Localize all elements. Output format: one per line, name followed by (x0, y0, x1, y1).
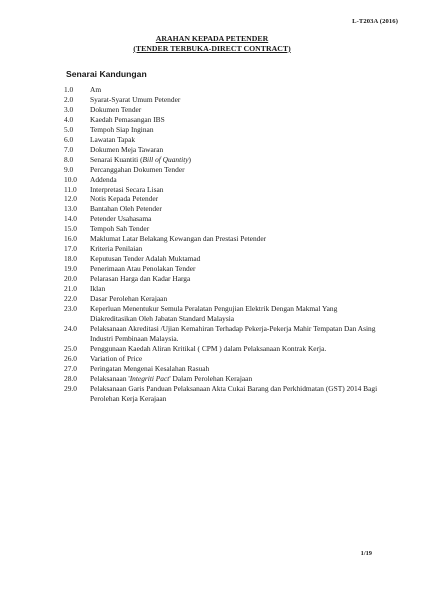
toc-item-text: Dokumen Meja Tawaran (90, 144, 164, 154)
toc-item-text: Interpretasi Secara Lisan (90, 184, 164, 194)
toc-item (64, 185, 384, 195)
document-reference-code: L-T203A (2016) (352, 18, 398, 25)
toc-item (64, 294, 384, 304)
toc-item-text: Keputusan Tender Adalah Muktamad (90, 254, 201, 264)
toc-item-text: Am (90, 85, 102, 94)
toc-item-text: Iklan (90, 284, 106, 294)
toc-item (64, 384, 384, 404)
toc-item-text: Bantahan Oleh Petender (90, 204, 162, 214)
toc-item-number: 11.0 (64, 184, 77, 194)
toc-item (64, 354, 384, 364)
toc-item-text: Senarai Kuantiti (Bill of Quantity) (90, 154, 191, 164)
toc-heading: Senarai Kandungan (66, 69, 147, 79)
toc-item-text: Addenda (90, 174, 117, 184)
toc-item-text: Pelaksanaan 'Integriti Pact' Dalam Perolehan Kerajaan (90, 373, 253, 383)
toc-item-text: Dokumen Tender (90, 104, 142, 114)
toc-item (64, 214, 384, 224)
toc-item (64, 95, 384, 105)
toc-item-text: Petender Usahasama (90, 214, 152, 224)
toc-item-number: 3.0 (64, 104, 74, 114)
toc-item-number: 1.0 (64, 85, 74, 94)
toc-item-number: 20.0 (64, 274, 77, 284)
toc-item (64, 274, 384, 284)
toc-item (64, 135, 384, 145)
toc-item (64, 304, 384, 324)
toc-item (64, 324, 384, 344)
toc-item-number: 29.0 (64, 383, 77, 393)
toc-item-number: 2.0 (64, 94, 74, 104)
toc-item (64, 125, 384, 135)
toc-item (64, 85, 384, 95)
toc-item (64, 105, 384, 115)
toc-item-text: Pelaksanaan Garis Panduan Pelaksanaan Akta Cukai Barang dan Perkhidmatan (GST) 2014 Bagi Perolehan Kerja Kerajaan (90, 383, 378, 403)
toc-item-text: Penerimaan Atau Penolakan Tender (90, 264, 196, 274)
toc-item (64, 254, 384, 264)
toc-item-text: Kaedah Pemasangan IBS (90, 114, 165, 124)
toc-item-text: Percanggahan Dokumen Tender (90, 164, 185, 174)
toc-item-number: 19.0 (64, 264, 77, 274)
toc-item-number: 8.0 (64, 154, 74, 164)
toc-item (64, 264, 384, 274)
toc-item-text: Notis Kepada Petender (90, 194, 159, 204)
toc-item-number: 4.0 (64, 114, 74, 124)
toc-item (64, 194, 384, 204)
toc-item-number: 26.0 (64, 353, 77, 363)
toc-item-number: 5.0 (64, 124, 74, 134)
toc-item-text: Tempoh Siap Inginan (90, 124, 154, 134)
toc-item-text: Tempoh Sah Tender (90, 224, 150, 234)
toc-item (64, 364, 384, 374)
toc-item-number: 23.0 (64, 303, 77, 313)
toc-item-number: 10.0 (64, 174, 77, 184)
toc-item (64, 115, 384, 125)
toc-item-number: 13.0 (64, 204, 77, 214)
toc-item (64, 145, 384, 155)
toc-item-text: Syarat-Syarat Umum Petender (90, 94, 181, 104)
toc-item-number: 15.0 (64, 224, 77, 234)
toc-item-number: 6.0 (64, 134, 74, 144)
toc-item-text: Pelaksanaan Akreditasi /Ujian Kemahiran Terhadap Pekerja-Pekerja Mahir Tempatan Dan Asing Industri Pembinaan Malaysia. (90, 323, 376, 343)
toc-item-text: Variation of Price (90, 353, 143, 363)
title-line-2: (TENDER TERBUKA-DIRECT CONTRACT) (133, 43, 291, 53)
toc-item (64, 374, 384, 384)
toc-item-number: 28.0 (64, 373, 77, 383)
toc-item (64, 155, 384, 165)
toc-item-number: 27.0 (64, 363, 77, 373)
toc-item-number: 22.0 (64, 294, 77, 304)
toc-item-text: Keperluan Menentukur Semula Peralatan Pengujian Elektrik Dengan Makmal Yang Diakreditasikan Oleh Jabatan Standard Malaysia (90, 303, 338, 323)
toc-item-text: Lawatan Tapak (90, 134, 136, 144)
toc-item-text: Maklumat Latar Belakang Kewangan dan Prestasi Petender (90, 234, 267, 244)
toc-item-number: 16.0 (64, 234, 77, 244)
page-number: 1/19 (360, 550, 372, 557)
title-line-1: ARAHAN KEPADA PETENDER (155, 34, 269, 43)
toc-item-text: Kriteria Penilaian (90, 244, 143, 254)
toc-item-number: 14.0 (64, 214, 77, 224)
toc-item-text: Peringatan Mengenai Kesalahan Rasuah (90, 363, 210, 373)
toc-item (64, 175, 384, 185)
toc-item-number: 18.0 (64, 254, 77, 264)
toc-item (64, 234, 384, 244)
table-of-contents (64, 85, 384, 404)
toc-item (64, 244, 384, 254)
toc-item-number: 25.0 (64, 343, 77, 353)
document-title (0, 34, 424, 53)
toc-item (64, 284, 384, 294)
toc-item-text: Penggunaan Kaedah Aliran Kritikal ( CPM ) dalam Pelaksanaan Kontrak Kerja. (90, 343, 327, 353)
toc-item-text: Dasar Perolehan Kerajaan (90, 294, 168, 304)
toc-item-number: 24.0 (64, 323, 77, 333)
toc-item-number: 21.0 (64, 284, 77, 294)
toc-item (64, 165, 384, 175)
toc-item (64, 204, 384, 214)
toc-item-number: 9.0 (64, 164, 74, 174)
toc-item-number: 12.0 (64, 194, 77, 204)
toc-item (64, 344, 384, 354)
toc-item-number: 17.0 (64, 244, 77, 254)
toc-item (64, 224, 384, 234)
toc-item-number: 7.0 (64, 144, 74, 154)
toc-item-text: Pelarasan Harga dan Kadar Harga (90, 274, 191, 284)
